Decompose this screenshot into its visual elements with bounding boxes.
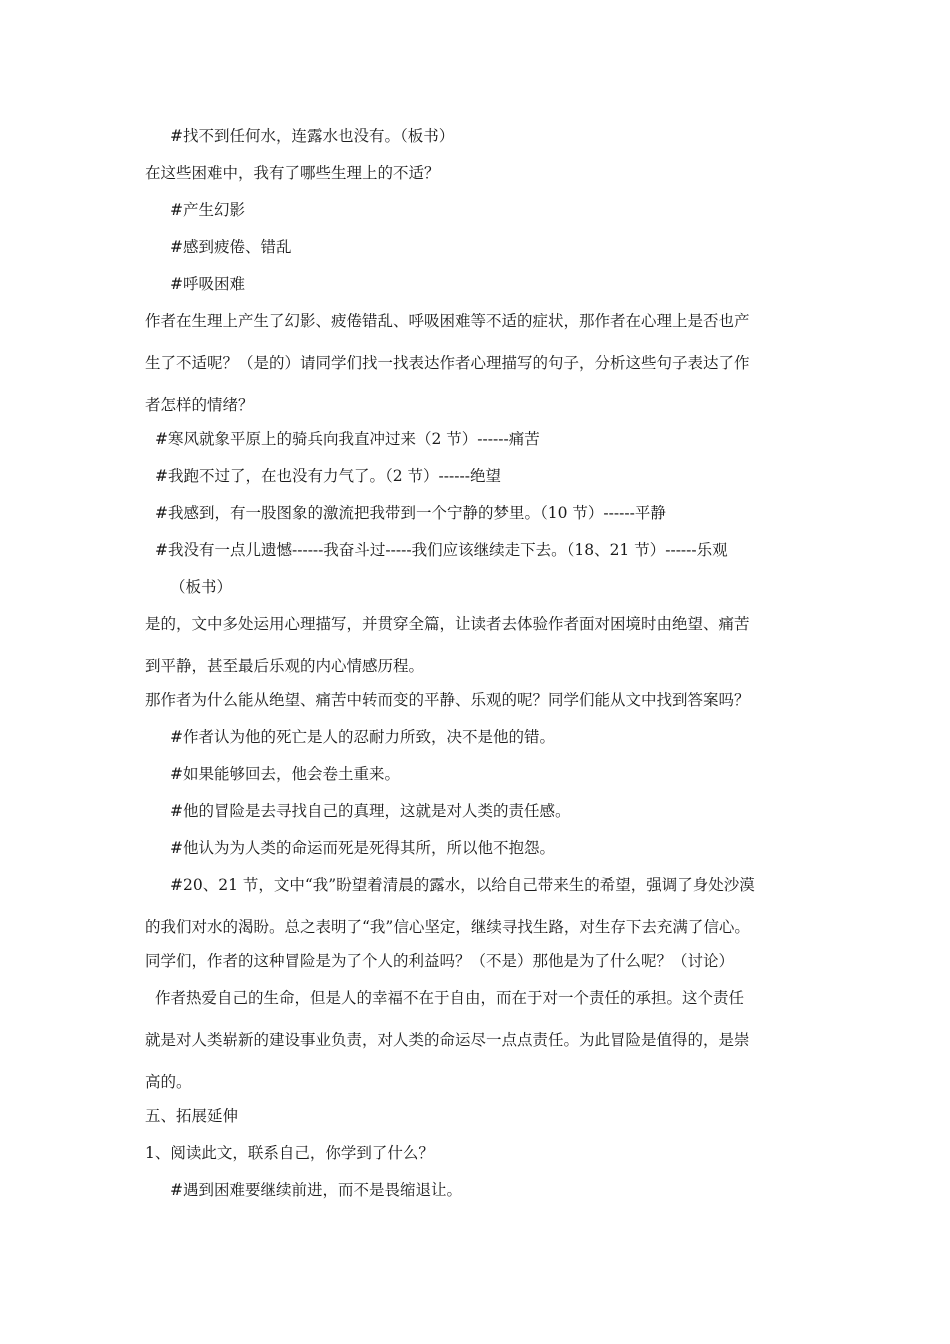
text-line: #产生幻影	[170, 201, 245, 219]
text-line: 者怎样的情绪？	[145, 396, 254, 414]
text-line: 同学们，作者的这种冒险是为了个人的利益吗？（不是）那他是为了什么呢？（讨论）	[145, 952, 735, 970]
text-line: 在这些困难中，我有了哪些生理上的不适？	[145, 164, 440, 182]
text-line: #作者认为他的死亡是人的忍耐力所致，决不是他的错。	[170, 728, 555, 746]
text-line: #感到疲倦、错乱	[170, 238, 292, 256]
text-line: #我感到，有一股图象的激流把我带到一个宁静的梦里。（10 节）------平静	[155, 504, 666, 522]
text-line: 高的。	[145, 1073, 192, 1091]
text-line: #他的冒险是去寻找自己的真理，这就是对人类的责任感。	[170, 802, 571, 820]
text-line: #找不到任何水，连露水也没有。（板书）	[170, 127, 455, 145]
text-line: （板书）	[170, 578, 233, 596]
text-line: #寒风就象平原上的骑兵向我直冲过来（2 节）------痛苦	[155, 430, 540, 448]
text-line: #20、21 节，文中“我”盼望着清晨的露水，以给自己带来生的希望，强调了身处沙漠	[170, 876, 755, 894]
text-line: 就是对人类崭新的建设事业负责，对人类的命运尽一点点责任。为此冒险是值得的，是崇	[145, 1031, 750, 1049]
text-line: 作者热爱自己的生命，但是人的幸福不在于自由，而在于对一个责任的承担。这个责任	[155, 989, 745, 1007]
text-line: 的我们对水的渴盼。总之表明了“我”信心坚定，继续寻找生路，对生存下去充满了信心。	[145, 918, 750, 936]
text-line: 到平静，甚至最后乐观的内心情感历程。	[145, 657, 425, 675]
text-line: #我没有一点儿遗憾------我奋斗过-----我们应该继续走下去。（18、21 节）------乐观	[155, 541, 728, 559]
text-line: 那作者为什么能从绝望、痛苦中转而变的平静、乐观的呢？同学们能从文中找到答案吗？	[145, 691, 750, 709]
text-line: #如果能够回去，他会卷土重来。	[170, 765, 400, 783]
text-line: 作者在生理上产生了幻影、疲倦错乱、呼吸困难等不适的症状，那作者在心理上是否也产	[145, 312, 750, 330]
text-line: #他认为为人类的命运而死是死得其所，所以他不抱怨。	[170, 839, 555, 857]
question-text: 1、阅读此文，联系自己，你学到了什么？	[145, 1144, 434, 1162]
text-line: #我跑不过了，在也没有力气了。（2 节）------绝望	[155, 467, 501, 485]
text-line: 生了不适呢？（是的）请同学们找一找表达作者心理描写的句子，分析这些句子表达了作	[145, 354, 750, 372]
section-heading: 五、拓展延伸	[145, 1107, 239, 1125]
text-line: #遇到困难要继续前进，而不是畏缩退让。	[170, 1181, 462, 1199]
text-line: #呼吸困难	[170, 275, 245, 293]
text-line: 是的，文中多处运用心理描写，并贯穿全篇，让读者去体验作者面对困境时由绝望、痛苦	[145, 615, 750, 633]
